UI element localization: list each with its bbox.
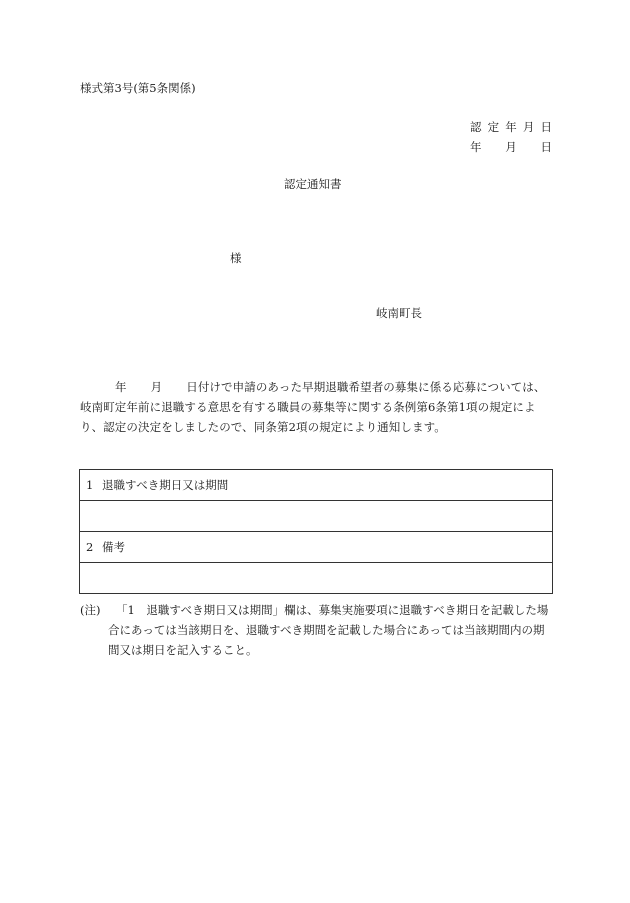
table-cell — [80, 563, 553, 594]
notice-body — [80, 377, 553, 437]
date-char: 定 — [487, 120, 500, 134]
table-row — [80, 563, 553, 594]
footnote — [80, 600, 554, 660]
date-month: 月 — [505, 140, 517, 154]
note-label: (注) — [80, 603, 101, 617]
document-title: 認定通知書 — [284, 177, 342, 191]
certification-date-line — [470, 119, 552, 135]
body-year: 年 — [115, 380, 127, 394]
date-year: 年 — [470, 140, 482, 154]
issue-date-line — [470, 139, 552, 155]
row-label: 備考 — [102, 540, 125, 554]
body-text: 日付けで申請のあった早期退職希望者の募集に係る応募については、岐南町定年前に退職する意思を有する職員の募集等に関する条例第6条第1項の規定により、認定の決定をしましたので、同条第2項の規定により通知します。 — [80, 380, 546, 434]
table-row — [80, 532, 553, 563]
table-cell — [80, 532, 553, 563]
addressee-suffix: 様 — [230, 251, 242, 265]
date-char: 年 — [505, 120, 517, 134]
table-row — [80, 501, 553, 532]
table-cell — [80, 470, 553, 501]
date-char: 認 — [470, 120, 482, 134]
body-month: 月 — [150, 380, 163, 394]
row-label: 退職すべき期日又は期間 — [102, 478, 229, 492]
details-table — [79, 469, 553, 594]
table-row — [80, 470, 553, 501]
row-number: 2 — [86, 540, 94, 554]
date-day: 日 — [540, 140, 552, 154]
date-char: 日 — [540, 120, 552, 134]
note-text: 「1 退職すべき期日又は期間」欄は、募集実施要項に退職すべき期日を記載した場合にあっては当該期日を、退職すべき期間を記載した場合にあっては当該期間内の期間又は期日を記入すること。 — [108, 603, 549, 657]
issuer-name: 岐南町長 — [376, 306, 422, 320]
date-char: 月 — [522, 120, 535, 134]
table-cell — [80, 501, 553, 532]
row-number: 1 — [86, 478, 94, 492]
form-number: 様式第3号(第5条関係) — [80, 81, 196, 95]
